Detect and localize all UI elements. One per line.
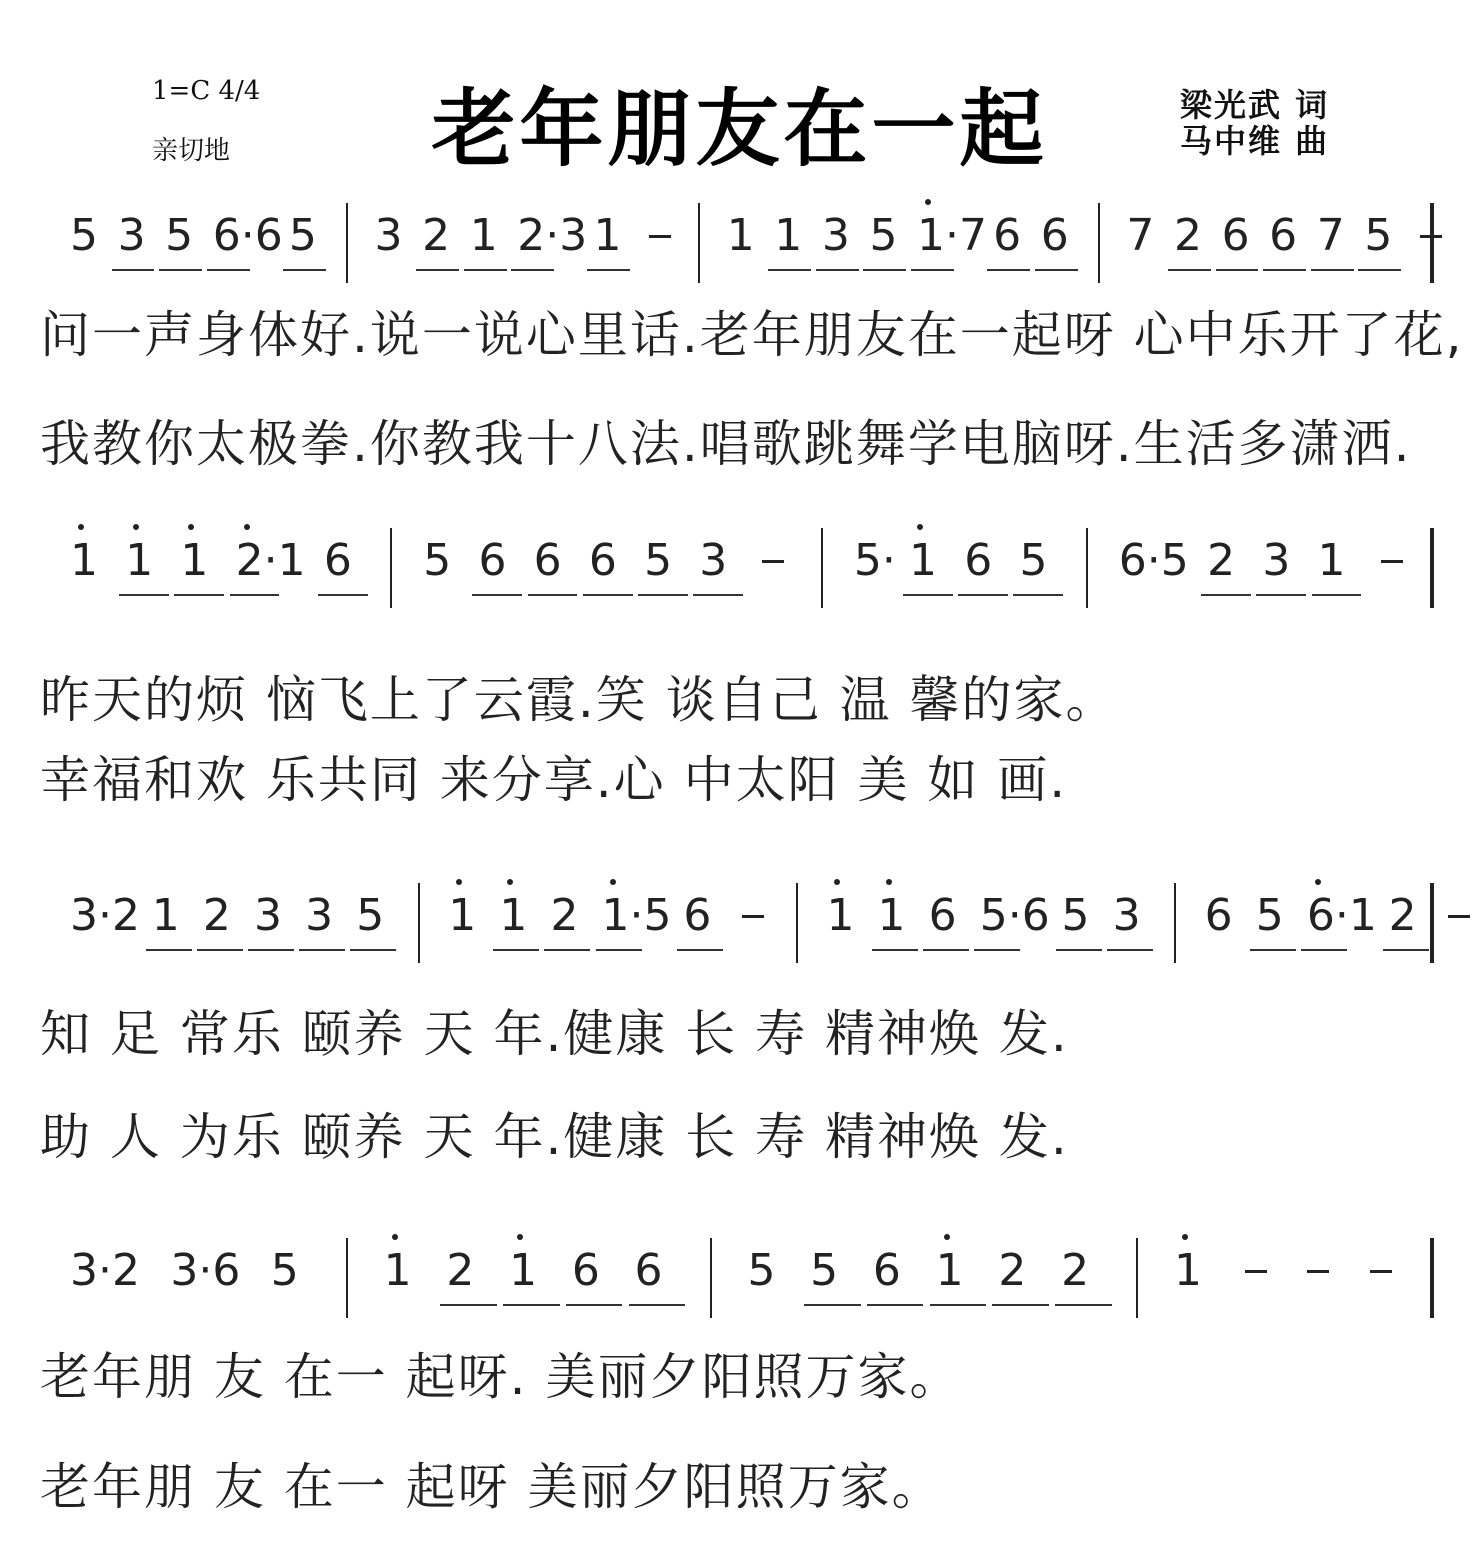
beam-underline <box>638 594 688 596</box>
note: 3 <box>1262 535 1291 586</box>
beam-underline <box>1250 949 1296 951</box>
beam-underline <box>903 594 953 596</box>
beam-underline <box>248 949 294 951</box>
note: 2·3 <box>517 210 588 261</box>
bar-line <box>1136 1238 1138 1318</box>
beam-underline <box>987 269 1030 271</box>
tempo-marking: 亲切地 <box>152 136 231 166</box>
note: 5 <box>810 1245 839 1296</box>
note: 1 <box>774 210 803 261</box>
note: 6 <box>478 535 507 586</box>
beam-underline <box>1216 269 1259 271</box>
note: 2 <box>446 1245 475 1296</box>
extension-dash <box>742 915 764 918</box>
note: 1 <box>125 535 154 586</box>
octave-dot <box>78 524 84 530</box>
note: 5 <box>1255 890 1284 941</box>
note: 1 <box>448 890 477 941</box>
note: 5 <box>70 210 98 261</box>
note: 1 <box>1174 1245 1202 1296</box>
note: 1 <box>509 1245 538 1296</box>
octave-dot <box>456 879 462 885</box>
beam-underline <box>464 269 507 271</box>
octave-dot <box>133 524 139 530</box>
beam-underline <box>544 949 590 951</box>
notation-staff-3 <box>0 875 1479 990</box>
note: 6 <box>1204 890 1233 941</box>
octave-dot <box>507 879 513 885</box>
extension-dash <box>1245 1270 1267 1273</box>
note: 6·5 <box>1118 535 1189 586</box>
beam-underline <box>863 269 906 271</box>
note: 2 <box>998 1245 1027 1296</box>
beam-underline <box>804 1304 860 1306</box>
beam-underline <box>587 269 630 271</box>
note: 1·7 <box>917 210 988 261</box>
note: 5·6 <box>979 890 1050 941</box>
note: 3·2 <box>70 1245 140 1296</box>
beam-underline <box>816 269 859 271</box>
note: 5 <box>1019 535 1048 586</box>
bar-line <box>710 1238 712 1318</box>
bar-line <box>1430 1238 1434 1318</box>
beam-underline <box>493 949 539 951</box>
extension-dash <box>1448 915 1470 918</box>
note: 1 <box>499 890 528 941</box>
note: 2·1 <box>235 535 306 586</box>
bar-line <box>1430 528 1434 608</box>
note: 6 <box>571 1245 600 1296</box>
note: 1 <box>826 890 855 941</box>
beam-underline <box>923 949 969 951</box>
note: 6 <box>634 1245 663 1296</box>
octave-dot <box>1315 879 1321 885</box>
note: 6 <box>533 535 562 586</box>
beam-underline <box>197 949 243 951</box>
note: 1 <box>877 890 906 941</box>
composer-credit: 马中维 曲 <box>1180 122 1330 160</box>
notation-staff-4 <box>0 1230 1479 1345</box>
note: 3·2 <box>70 890 140 941</box>
bar-line <box>1174 883 1176 963</box>
note: 2 <box>1207 535 1236 586</box>
beam-underline <box>1013 594 1063 596</box>
beam-underline <box>416 269 459 271</box>
bar-line <box>796 883 798 963</box>
note: 1 <box>593 210 622 261</box>
beam-underline <box>867 1304 923 1306</box>
bar-line <box>390 528 392 608</box>
note: 2 <box>1174 210 1202 261</box>
note: 6 <box>683 890 712 941</box>
octave-dot <box>886 879 892 885</box>
note: 5 <box>165 210 194 261</box>
beam-underline <box>146 949 192 951</box>
beam-underline <box>768 269 811 271</box>
note: 3 <box>1112 890 1141 941</box>
octave-dot <box>917 524 923 530</box>
note: 6 <box>993 210 1022 261</box>
beam-underline <box>350 949 396 951</box>
bar-line <box>1086 528 1088 608</box>
note: 5 <box>423 535 452 586</box>
beam-underline <box>112 269 155 271</box>
beam-underline <box>992 1304 1048 1306</box>
key-signature: 1=C 4/4 <box>152 76 261 106</box>
note: 6 <box>1040 210 1069 261</box>
lyric-line-2-2: 幸福和欢 乐共同 来分享.心 中太阳 美 如 画. <box>40 751 1068 809</box>
beam-underline <box>207 269 250 271</box>
note: 6 <box>588 535 617 586</box>
beam-underline <box>872 949 918 951</box>
bar-line <box>698 203 700 283</box>
beam-underline <box>472 594 522 596</box>
octave-dot <box>188 524 194 530</box>
extension-dash <box>762 560 784 563</box>
note: 5 <box>1364 210 1393 261</box>
extension-dash <box>1307 1270 1329 1273</box>
note: 3 <box>305 890 334 941</box>
note: 5 <box>1061 890 1090 941</box>
note: 5 <box>270 1245 299 1296</box>
note: 6 <box>1269 210 1298 261</box>
octave-dot <box>925 199 931 205</box>
bar-line <box>346 203 348 283</box>
beam-underline <box>596 949 642 951</box>
beam-underline <box>119 594 169 596</box>
note: 1 <box>1317 535 1346 586</box>
beam-underline <box>1107 949 1153 951</box>
beam-underline <box>566 1304 622 1306</box>
note: 3 <box>117 210 146 261</box>
beam-underline <box>503 1304 559 1306</box>
note: 3·6 <box>170 1245 241 1296</box>
bar-line <box>821 528 823 608</box>
beam-underline <box>1201 594 1251 596</box>
bar-line <box>418 883 420 963</box>
song-title: 老年朋友在一起 <box>431 80 1048 178</box>
octave-dot <box>392 1234 398 1240</box>
extension-dash <box>1370 1270 1392 1273</box>
beam-underline <box>1168 269 1211 271</box>
notation-staff-2 <box>0 520 1479 635</box>
bar-line <box>346 1238 348 1318</box>
note: 5 <box>869 210 898 261</box>
lyric-line-2-1: 昨天的烦 恼飞上了云霞.笑 谈自己 温 馨的家。 <box>40 671 1118 729</box>
note: 7 <box>1126 210 1155 261</box>
beam-underline <box>974 949 1020 951</box>
lyricist-credit: 梁光武 词 <box>1180 86 1330 124</box>
beam-underline <box>174 594 224 596</box>
lyric-line-4-1: 老年朋 友 在一 起呀. 美丽夕阳照万家。 <box>40 1348 962 1406</box>
note: 3 <box>374 210 403 261</box>
note: 6·6 <box>212 210 283 261</box>
beam-underline <box>528 594 578 596</box>
note: 2 <box>1388 890 1417 941</box>
bar-line <box>1430 203 1434 283</box>
note: 5 <box>356 890 385 941</box>
note: 2 <box>202 890 231 941</box>
note: 1 <box>909 535 938 586</box>
note: 6 <box>872 1245 901 1296</box>
note: 1·5 <box>601 890 672 941</box>
beam-underline <box>1311 269 1354 271</box>
note: 1 <box>151 890 180 941</box>
note: 1 <box>935 1245 964 1296</box>
octave-dot <box>244 524 250 530</box>
note: 1 <box>180 535 209 586</box>
octave-dot <box>944 1234 950 1240</box>
note: 7 <box>1316 210 1345 261</box>
note: 3 <box>254 890 282 941</box>
beam-underline <box>1312 594 1362 596</box>
note: 6 <box>323 535 352 586</box>
beam-underline <box>629 1304 685 1306</box>
bar-line <box>1098 203 1100 283</box>
beam-underline <box>911 269 954 271</box>
note: 5 <box>747 1245 776 1296</box>
beam-underline <box>1035 269 1078 271</box>
note: 1 <box>383 1245 412 1296</box>
note: 2 <box>550 890 579 941</box>
beam-underline <box>583 594 633 596</box>
note: 2 <box>1061 1245 1090 1296</box>
beam-underline <box>1056 949 1102 951</box>
beam-underline <box>299 949 345 951</box>
beam-underline <box>230 594 280 596</box>
beam-underline <box>511 269 554 271</box>
note: 5 <box>288 210 317 261</box>
note: 6·1 <box>1306 890 1377 941</box>
octave-dot <box>610 879 616 885</box>
note: 5· <box>853 535 896 586</box>
note: 2 <box>422 210 451 261</box>
beam-underline <box>1263 269 1306 271</box>
note: 6 <box>928 890 957 941</box>
beam-underline <box>677 949 723 951</box>
beam-underline <box>1256 594 1306 596</box>
octave-dot <box>1182 1234 1188 1240</box>
beam-underline <box>159 269 202 271</box>
extension-dash <box>1381 560 1403 563</box>
lyric-line-1-2: 我教你太极拳.你教我十八法.唱歌跳舞学电脑呀.生活多潇洒. <box>40 415 1412 473</box>
beam-underline <box>1383 949 1429 951</box>
beam-underline <box>930 1304 986 1306</box>
note: 1 <box>726 210 755 261</box>
beam-underline <box>1055 1304 1111 1306</box>
lyric-line-3-2: 助 人 为乐 颐养 天 年.健康 长 寿 精神焕 发. <box>40 1108 1069 1166</box>
beam-underline <box>958 594 1008 596</box>
note: 3 <box>821 210 850 261</box>
extension-dash <box>649 235 671 238</box>
lyric-line-4-2: 老年朋 友 在一 起呀 美丽夕阳照万家。 <box>40 1458 944 1516</box>
note: 6 <box>1221 210 1250 261</box>
beam-underline <box>693 594 743 596</box>
beam-underline <box>283 269 326 271</box>
beam-underline <box>1358 269 1401 271</box>
beam-underline <box>440 1304 496 1306</box>
note: 5 <box>644 535 673 586</box>
beam-underline <box>1301 949 1347 951</box>
note: 1 <box>469 210 498 261</box>
note: 6 <box>964 535 993 586</box>
octave-dot <box>517 1234 523 1240</box>
bar-line <box>1430 883 1434 963</box>
note: 1 <box>70 535 98 586</box>
lyric-line-1-1: 问一声身体好.说一说心里话.老年朋友在一起呀 心中乐开了花, <box>40 306 1464 364</box>
lyric-line-3-1: 知 足 常乐 颐养 天 年.健康 长 寿 精神焕 发. <box>40 1005 1069 1063</box>
octave-dot <box>834 879 840 885</box>
beam-underline <box>318 594 368 596</box>
note: 3 <box>699 535 728 586</box>
